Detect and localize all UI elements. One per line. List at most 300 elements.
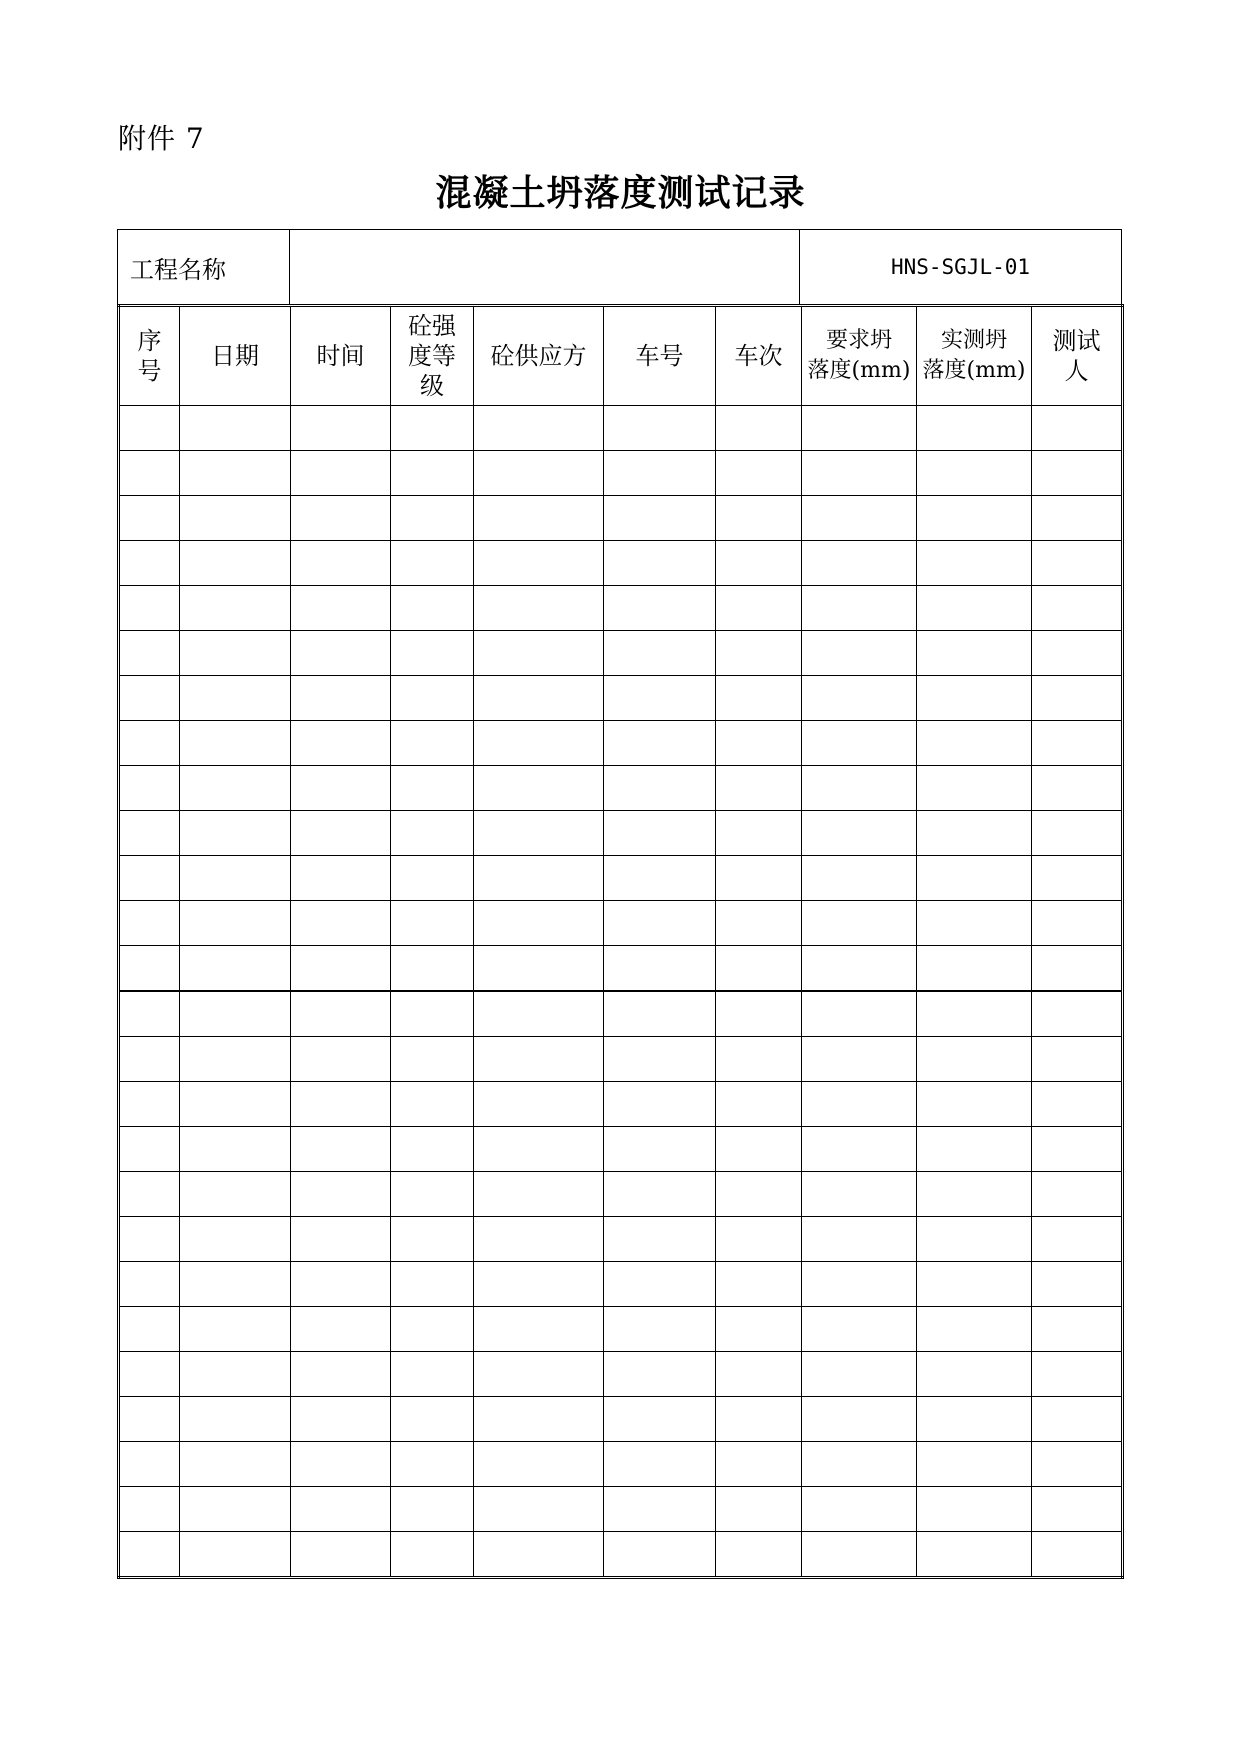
col-supplier-header — [474, 306, 604, 406]
col-seq-cell[interactable] — [119, 1397, 180, 1442]
col-trip-cell[interactable] — [716, 721, 802, 766]
col-tester-cell[interactable] — [1032, 1127, 1123, 1172]
table-row — [119, 721, 1123, 766]
col-time-cell[interactable] — [291, 721, 391, 766]
col-measured-slump-cell[interactable] — [917, 991, 1032, 1037]
col-trip-cell[interactable] — [716, 1127, 802, 1172]
col-time-cell[interactable] — [291, 496, 391, 541]
col-trip-label: 车次 — [734, 342, 783, 370]
col-trip-cell[interactable] — [716, 1442, 802, 1487]
col-measured-slump-cell[interactable] — [917, 1307, 1032, 1352]
col-measured-slump-cell[interactable] — [917, 946, 1032, 992]
col-measured-slump-cell[interactable] — [917, 541, 1032, 586]
col-time-cell[interactable] — [291, 631, 391, 676]
col-supplier-cell[interactable] — [474, 856, 604, 901]
col-concrete-grade-cell[interactable] — [391, 496, 474, 541]
col-seq-cell[interactable] — [119, 1037, 180, 1082]
col-truck-no-cell[interactable] — [604, 1037, 716, 1082]
col-required-slump-cell[interactable] — [802, 766, 917, 811]
col-required-slump-cell[interactable] — [802, 1127, 917, 1172]
col-trip-cell[interactable] — [716, 766, 802, 811]
table-row — [119, 1442, 1123, 1487]
col-truck-no-cell[interactable] — [604, 1487, 716, 1532]
col-supplier-cell[interactable] — [474, 586, 604, 631]
col-measured-slump-cell[interactable] — [917, 901, 1032, 946]
col-trip-cell[interactable] — [716, 631, 802, 676]
col-measured-slump-cell[interactable] — [917, 721, 1032, 766]
col-seq-cell[interactable] — [119, 1217, 180, 1262]
col-tester-cell[interactable] — [1032, 1082, 1123, 1127]
col-date-cell[interactable] — [180, 586, 291, 631]
col-supplier-cell[interactable] — [474, 721, 604, 766]
col-measured-slump-cell[interactable] — [917, 1217, 1032, 1262]
col-time-cell[interactable] — [291, 1262, 391, 1307]
col-tester-cell[interactable] — [1032, 1487, 1123, 1532]
col-seq-cell[interactable] — [119, 1532, 180, 1578]
col-time-cell[interactable] — [291, 1442, 391, 1487]
col-required-slump-cell[interactable] — [802, 1262, 917, 1307]
col-tester-cell[interactable] — [1032, 451, 1123, 496]
col-trip-cell[interactable] — [716, 1532, 802, 1578]
col-trip-cell[interactable] — [716, 1217, 802, 1262]
col-date-cell[interactable] — [180, 1172, 291, 1217]
col-truck-no-cell[interactable] — [604, 1307, 716, 1352]
col-date-cell[interactable] — [180, 1082, 291, 1127]
col-tester-cell[interactable] — [1032, 991, 1123, 1037]
col-measured-slump-cell[interactable] — [917, 451, 1032, 496]
col-supplier-cell[interactable] — [474, 1397, 604, 1442]
col-tester-cell[interactable] — [1032, 541, 1123, 586]
col-date-cell[interactable] — [180, 1262, 291, 1307]
col-measured-slump-cell[interactable] — [917, 1442, 1032, 1487]
col-concrete-grade-cell[interactable] — [391, 1037, 474, 1082]
col-required-slump-cell[interactable] — [802, 496, 917, 541]
col-time-cell[interactable] — [291, 901, 391, 946]
col-time-cell[interactable] — [291, 1082, 391, 1127]
col-supplier-cell[interactable] — [474, 766, 604, 811]
col-concrete-grade-cell[interactable] — [391, 676, 474, 721]
col-tester-cell[interactable] — [1032, 856, 1123, 901]
table-row — [119, 1397, 1123, 1442]
col-seq-cell[interactable] — [119, 1352, 180, 1397]
col-measured-slump-cell[interactable] — [917, 1262, 1032, 1307]
col-measured-slump-cell[interactable] — [917, 1082, 1032, 1127]
col-date-cell[interactable] — [180, 811, 291, 856]
col-trip-cell[interactable] — [716, 856, 802, 901]
col-trip-cell[interactable] — [716, 676, 802, 721]
col-measured-slump-cell[interactable] — [917, 586, 1032, 631]
col-measured-slump-cell[interactable] — [917, 766, 1032, 811]
col-supplier-cell[interactable] — [474, 1037, 604, 1082]
col-required-slump-cell[interactable] — [802, 1037, 917, 1082]
col-date-cell[interactable] — [180, 676, 291, 721]
col-tester-cell[interactable] — [1032, 1172, 1123, 1217]
col-truck-no-cell[interactable] — [604, 1532, 716, 1578]
col-concrete-grade-cell[interactable] — [391, 1082, 474, 1127]
col-required-slump-cell[interactable] — [802, 721, 917, 766]
col-seq-cell[interactable] — [119, 811, 180, 856]
col-seq-cell[interactable] — [119, 1262, 180, 1307]
col-concrete-grade-header — [391, 306, 474, 406]
col-concrete-grade-cell[interactable] — [391, 856, 474, 901]
table-row — [119, 631, 1123, 676]
col-supplier-cell[interactable] — [474, 991, 604, 1037]
col-trip-cell[interactable] — [716, 1307, 802, 1352]
col-truck-no-cell[interactable] — [604, 766, 716, 811]
table-row — [119, 451, 1123, 496]
col-required-slump-cell[interactable] — [802, 1352, 917, 1397]
col-tester-label: 测试 人 — [1052, 327, 1101, 385]
col-measured-slump-cell[interactable] — [917, 1127, 1032, 1172]
col-measured-slump-cell[interactable] — [917, 676, 1032, 721]
col-required-slump-cell[interactable] — [802, 946, 917, 992]
col-seq-cell[interactable] — [119, 766, 180, 811]
col-truck-no-cell[interactable] — [604, 496, 716, 541]
col-required-slump-cell[interactable] — [802, 541, 917, 586]
col-supplier-cell[interactable] — [474, 406, 604, 451]
col-date-header — [180, 306, 291, 406]
col-trip-cell[interactable] — [716, 586, 802, 631]
col-trip-cell[interactable] — [716, 496, 802, 541]
col-trip-cell[interactable] — [716, 541, 802, 586]
col-seq-cell[interactable] — [119, 451, 180, 496]
col-date-cell[interactable] — [180, 991, 291, 1037]
col-time-cell[interactable] — [291, 1037, 391, 1082]
col-time-cell[interactable] — [291, 1397, 391, 1442]
col-date-cell[interactable] — [180, 1532, 291, 1578]
col-supplier-cell[interactable] — [474, 1217, 604, 1262]
col-required-slump-cell[interactable] — [802, 1307, 917, 1352]
col-supplier-cell[interactable] — [474, 1532, 604, 1578]
col-tester-cell[interactable] — [1032, 1262, 1123, 1307]
col-required-slump-cell[interactable] — [802, 811, 917, 856]
col-concrete-grade-cell[interactable] — [391, 766, 474, 811]
col-required-slump-cell[interactable] — [802, 406, 917, 451]
col-time-label: 时间 — [316, 342, 365, 370]
project-name-field[interactable] — [290, 230, 800, 305]
col-date-cell[interactable] — [180, 1037, 291, 1082]
table-row — [119, 1487, 1123, 1532]
table-row — [119, 1082, 1123, 1127]
col-tester-cell[interactable] — [1032, 631, 1123, 676]
col-truck-no-cell[interactable] — [604, 901, 716, 946]
col-supplier-cell[interactable] — [474, 1262, 604, 1307]
col-trip-cell[interactable] — [716, 1352, 802, 1397]
page-title: 混凝土坍落度测试记录 — [435, 173, 806, 214]
col-time-cell[interactable] — [291, 856, 391, 901]
col-trip-cell[interactable] — [716, 1262, 802, 1307]
col-supplier-label: 砼供应方 — [490, 342, 587, 370]
table-row — [119, 406, 1123, 451]
col-time-cell[interactable] — [291, 541, 391, 586]
col-seq-cell[interactable] — [119, 406, 180, 451]
col-measured-slump-header — [917, 306, 1032, 406]
col-date-cell[interactable] — [180, 856, 291, 901]
col-required-slump-label: 要求坍 落度(mm) — [807, 328, 911, 383]
col-supplier-cell[interactable] — [474, 811, 604, 856]
col-time-cell[interactable] — [291, 991, 391, 1037]
col-required-slump-cell[interactable] — [802, 1442, 917, 1487]
col-measured-slump-cell[interactable] — [917, 496, 1032, 541]
col-measured-slump-cell[interactable] — [917, 856, 1032, 901]
col-supplier-cell[interactable] — [474, 451, 604, 496]
col-seq-cell[interactable] — [119, 1307, 180, 1352]
table-row — [119, 586, 1123, 631]
col-tester-cell[interactable] — [1032, 586, 1123, 631]
col-date-cell[interactable] — [180, 406, 291, 451]
col-concrete-grade-cell[interactable] — [391, 406, 474, 451]
col-truck-no-cell[interactable] — [604, 1262, 716, 1307]
col-tester-cell[interactable] — [1032, 496, 1123, 541]
col-concrete-grade-cell[interactable] — [391, 631, 474, 676]
col-seq-cell[interactable] — [119, 586, 180, 631]
col-tester-cell[interactable] — [1032, 766, 1123, 811]
col-trip-cell[interactable] — [716, 451, 802, 496]
col-concrete-grade-cell[interactable] — [391, 1172, 474, 1217]
col-seq-cell[interactable] — [119, 901, 180, 946]
col-required-slump-cell[interactable] — [802, 586, 917, 631]
col-tester-cell[interactable] — [1032, 901, 1123, 946]
project-header-table — [117, 229, 1122, 305]
col-required-slump-cell[interactable] — [802, 1172, 917, 1217]
col-supplier-cell[interactable] — [474, 1487, 604, 1532]
col-concrete-grade-cell[interactable] — [391, 1487, 474, 1532]
col-seq-cell[interactable] — [119, 631, 180, 676]
col-tester-cell[interactable] — [1032, 811, 1123, 856]
col-trip-header — [716, 306, 802, 406]
col-truck-no-cell[interactable] — [604, 631, 716, 676]
col-truck-no-cell[interactable] — [604, 676, 716, 721]
col-seq-cell[interactable] — [119, 541, 180, 586]
col-truck-no-cell[interactable] — [604, 946, 716, 992]
col-required-slump-cell[interactable] — [802, 1217, 917, 1262]
col-concrete-grade-cell[interactable] — [391, 1532, 474, 1578]
col-supplier-cell[interactable] — [474, 1442, 604, 1487]
col-truck-no-cell[interactable] — [604, 451, 716, 496]
col-time-cell[interactable] — [291, 1352, 391, 1397]
col-tester-cell[interactable] — [1032, 946, 1123, 992]
attachment-label: 附件 7 — [118, 122, 205, 155]
col-supplier-cell[interactable] — [474, 496, 604, 541]
col-time-cell[interactable] — [291, 1532, 391, 1578]
col-supplier-cell[interactable] — [474, 946, 604, 992]
col-date-label: 日期 — [211, 342, 259, 370]
col-time-cell[interactable] — [291, 946, 391, 992]
col-required-slump-header — [802, 306, 917, 406]
col-time-cell[interactable] — [291, 406, 391, 451]
col-date-cell[interactable] — [180, 1352, 291, 1397]
col-concrete-grade-cell[interactable] — [391, 586, 474, 631]
table-row — [119, 1352, 1123, 1397]
col-trip-cell[interactable] — [716, 1172, 802, 1217]
col-truck-no-header — [604, 306, 716, 406]
col-seq-cell[interactable] — [119, 1172, 180, 1217]
col-date-cell[interactable] — [180, 1397, 291, 1442]
col-date-cell[interactable] — [180, 1307, 291, 1352]
col-date-cell[interactable] — [180, 1487, 291, 1532]
col-tester-cell[interactable] — [1032, 1532, 1123, 1578]
col-truck-no-cell[interactable] — [604, 1442, 716, 1487]
col-supplier-cell[interactable] — [474, 1172, 604, 1217]
col-date-cell[interactable] — [180, 1217, 291, 1262]
col-seq-cell[interactable] — [119, 721, 180, 766]
col-measured-slump-cell[interactable] — [917, 631, 1032, 676]
col-time-cell[interactable] — [291, 1127, 391, 1172]
table-row — [119, 496, 1123, 541]
col-date-cell[interactable] — [180, 451, 291, 496]
col-truck-no-cell[interactable] — [604, 1127, 716, 1172]
col-time-cell[interactable] — [291, 1487, 391, 1532]
col-concrete-grade-cell[interactable] — [391, 946, 474, 992]
col-truck-no-cell[interactable] — [604, 721, 716, 766]
col-time-cell[interactable] — [291, 586, 391, 631]
table-body — [119, 406, 1123, 1578]
form-code: HNS-SGJL-01 — [800, 230, 1122, 305]
col-concrete-grade-cell[interactable] — [391, 541, 474, 586]
col-required-slump-cell[interactable] — [802, 631, 917, 676]
col-seq-cell[interactable] — [119, 1127, 180, 1172]
table-row — [119, 1262, 1123, 1307]
table-row — [119, 856, 1123, 901]
col-tester-cell[interactable] — [1032, 721, 1123, 766]
col-measured-slump-cell[interactable] — [917, 406, 1032, 451]
table-row — [119, 676, 1123, 721]
col-time-cell[interactable] — [291, 811, 391, 856]
col-seq-cell[interactable] — [119, 1082, 180, 1127]
col-tester-cell[interactable] — [1032, 676, 1123, 721]
col-seq-cell[interactable] — [119, 946, 180, 992]
col-concrete-grade-cell[interactable] — [391, 901, 474, 946]
col-concrete-grade-cell[interactable] — [391, 1307, 474, 1352]
col-supplier-cell[interactable] — [474, 1352, 604, 1397]
col-time-cell[interactable] — [291, 451, 391, 496]
col-trip-cell[interactable] — [716, 946, 802, 992]
col-tester-cell[interactable] — [1032, 1442, 1123, 1487]
col-trip-cell[interactable] — [716, 1487, 802, 1532]
col-trip-cell[interactable] — [716, 901, 802, 946]
col-truck-no-cell[interactable] — [604, 586, 716, 631]
col-required-slump-cell[interactable] — [802, 1082, 917, 1127]
col-required-slump-cell[interactable] — [802, 856, 917, 901]
col-date-cell[interactable] — [180, 766, 291, 811]
col-truck-no-cell[interactable] — [604, 856, 716, 901]
col-date-cell[interactable] — [180, 946, 291, 992]
col-trip-cell[interactable] — [716, 406, 802, 451]
table-row — [119, 901, 1123, 946]
col-required-slump-cell[interactable] — [802, 451, 917, 496]
col-seq-cell[interactable] — [119, 1442, 180, 1487]
col-measured-slump-cell[interactable] — [917, 1532, 1032, 1578]
col-time-cell[interactable] — [291, 1172, 391, 1217]
col-tester-cell[interactable] — [1032, 1217, 1123, 1262]
col-required-slump-cell[interactable] — [802, 901, 917, 946]
col-tester-cell[interactable] — [1032, 406, 1123, 451]
col-seq-cell[interactable] — [119, 991, 180, 1037]
col-supplier-cell[interactable] — [474, 541, 604, 586]
col-date-cell[interactable] — [180, 721, 291, 766]
col-truck-no-cell[interactable] — [604, 811, 716, 856]
table-row — [119, 766, 1123, 811]
col-measured-slump-cell[interactable] — [917, 811, 1032, 856]
table-row — [119, 1217, 1123, 1262]
col-concrete-grade-cell[interactable] — [391, 991, 474, 1037]
col-concrete-grade-cell[interactable] — [391, 451, 474, 496]
col-truck-no-cell[interactable] — [604, 406, 716, 451]
col-time-cell[interactable] — [291, 676, 391, 721]
col-tester-cell[interactable] — [1032, 1397, 1123, 1442]
col-date-cell[interactable] — [180, 1127, 291, 1172]
col-time-cell[interactable] — [291, 1217, 391, 1262]
col-trip-cell[interactable] — [716, 811, 802, 856]
col-trip-cell[interactable] — [716, 1037, 802, 1082]
col-tester-cell[interactable] — [1032, 1352, 1123, 1397]
col-date-cell[interactable] — [180, 541, 291, 586]
col-supplier-cell[interactable] — [474, 901, 604, 946]
col-concrete-grade-cell[interactable] — [391, 811, 474, 856]
col-measured-slump-cell[interactable] — [917, 1487, 1032, 1532]
col-required-slump-cell[interactable] — [802, 676, 917, 721]
col-date-cell[interactable] — [180, 496, 291, 541]
col-time-cell[interactable] — [291, 1307, 391, 1352]
col-required-slump-cell[interactable] — [802, 991, 917, 1037]
col-seq-cell[interactable] — [119, 676, 180, 721]
col-measured-slump-cell[interactable] — [917, 1172, 1032, 1217]
col-supplier-cell[interactable] — [474, 1082, 604, 1127]
col-trip-cell[interactable] — [716, 1397, 802, 1442]
col-truck-no-cell[interactable] — [604, 541, 716, 586]
table-header-row — [119, 306, 1123, 406]
col-truck-no-cell[interactable] — [604, 991, 716, 1037]
col-seq-cell[interactable] — [119, 856, 180, 901]
col-truck-no-cell[interactable] — [604, 1172, 716, 1217]
col-measured-slump-cell[interactable] — [917, 1352, 1032, 1397]
col-truck-no-cell[interactable] — [604, 1082, 716, 1127]
col-truck-no-cell[interactable] — [604, 1397, 716, 1442]
col-required-slump-cell[interactable] — [802, 1487, 917, 1532]
col-date-cell[interactable] — [180, 631, 291, 676]
col-concrete-grade-cell[interactable] — [391, 1352, 474, 1397]
col-trip-cell[interactable] — [716, 991, 802, 1037]
table-row — [119, 1532, 1123, 1578]
col-concrete-grade-cell[interactable] — [391, 1397, 474, 1442]
table-row — [119, 541, 1123, 586]
col-truck-no-cell[interactable] — [604, 1352, 716, 1397]
col-supplier-cell[interactable] — [474, 1307, 604, 1352]
col-concrete-grade-cell[interactable] — [391, 721, 474, 766]
col-seq-cell[interactable] — [119, 1487, 180, 1532]
col-trip-cell[interactable] — [716, 1082, 802, 1127]
col-supplier-cell[interactable] — [474, 631, 604, 676]
col-supplier-cell[interactable] — [474, 1127, 604, 1172]
col-concrete-grade-cell[interactable] — [391, 1262, 474, 1307]
col-tester-cell[interactable] — [1032, 1037, 1123, 1082]
col-time-cell[interactable] — [291, 766, 391, 811]
col-concrete-grade-cell[interactable] — [391, 1442, 474, 1487]
col-required-slump-cell[interactable] — [802, 1397, 917, 1442]
col-date-cell[interactable] — [180, 901, 291, 946]
col-tester-cell[interactable] — [1032, 1307, 1123, 1352]
col-time-header — [291, 306, 391, 406]
col-supplier-cell[interactable] — [474, 676, 604, 721]
col-measured-slump-cell[interactable] — [917, 1397, 1032, 1442]
col-concrete-grade-cell[interactable] — [391, 1217, 474, 1262]
col-truck-no-cell[interactable] — [604, 1217, 716, 1262]
col-measured-slump-cell[interactable] — [917, 1037, 1032, 1082]
col-date-cell[interactable] — [180, 1442, 291, 1487]
col-concrete-grade-cell[interactable] — [391, 1127, 474, 1172]
col-required-slump-cell[interactable] — [802, 1532, 917, 1578]
col-seq-cell[interactable] — [119, 496, 180, 541]
